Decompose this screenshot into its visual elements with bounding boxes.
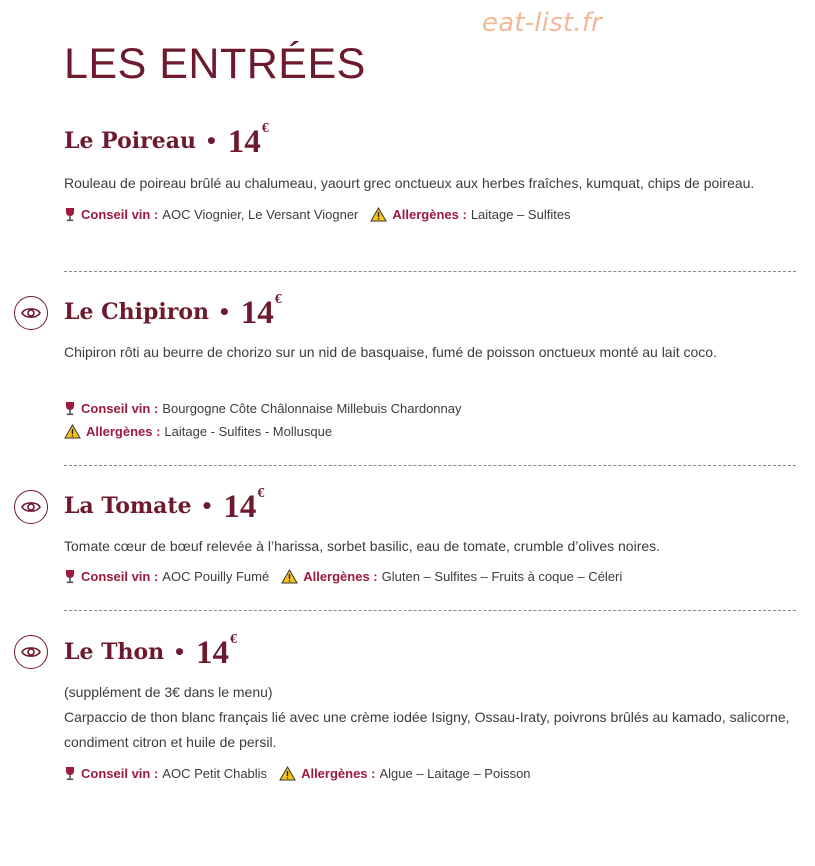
wine-pairing [64,203,358,226]
dish-title [64,120,798,160]
eye-icon [21,645,41,659]
dish-item [64,120,798,226]
wine-value: Bourgogne Côte Châlonnaise Millebuis Chardonnay [162,401,462,416]
wine-glass-icon [64,766,76,781]
dish-note: (supplément de 3€ dans le menu) [64,684,273,700]
warning-icon [64,424,81,439]
dish-price: 14 [227,124,261,160]
dish-meta [64,762,798,785]
dish-name: Le Poireau [64,128,196,154]
currency-symbol: € [257,486,265,501]
divider [64,465,796,466]
allergen-info [279,762,530,785]
eye-icon [21,500,41,514]
wine-value: AOC Pouilly Fumé [162,569,270,584]
allergen-value: Gluten – Sulfites – Fruits à coque – Céleri [381,569,623,584]
allergen-label: Allergènes : [301,766,376,781]
dish-title [64,485,798,525]
wine-pairing [64,762,267,785]
separator-dot: • [200,494,214,518]
currency-symbol: € [261,121,269,136]
page-title: LES ENTRÉES [64,40,366,88]
view-button[interactable] [14,635,48,669]
dish-name: Le Chipiron [64,299,209,325]
separator-dot: • [173,640,186,664]
dish-title [64,291,798,331]
separator-dot: • [218,300,231,324]
allergen-label: Allergènes : [303,569,378,584]
wine-value: AOC Petit Chablis [162,766,268,781]
dish-description: Chipiron rôti au beurre de chorizo sur un nid de basquaise, fumé de poisson onctueux monté au lait coco. [64,344,717,360]
currency-symbol: € [229,632,237,647]
allergen-info [370,203,570,226]
dish-name: La Tomate [64,493,192,519]
wine-label: Conseil vin : [81,401,159,416]
dish-description: Carpaccio de thon blanc français lié avec une crème iodée Isigny, Ossau-Iraty, poivrons brûlés au kamado, salicorne, condiment citron et huile de persil. [64,709,790,750]
watermark: eat-list.fr [482,8,602,38]
wine-glass-icon [64,401,76,416]
wine-label: Conseil vin : [81,207,159,222]
warning-icon [281,569,298,584]
allergen-info [281,565,622,588]
currency-symbol: € [274,292,282,307]
wine-glass-icon [64,569,76,584]
dish-description: Rouleau de poireau brûlé au chalumeau, yaourt grec onctueux aux herbes fraîches, kumquat, chips de poireau. [64,175,755,191]
allergen-value: Laitage - Sulfites - Mollusque [164,424,333,439]
dish-title [64,631,798,671]
dish-price: 14 [223,489,257,525]
warning-icon [279,766,296,781]
dish-item [64,631,798,785]
divider [64,271,796,272]
dish-price: 14 [240,295,274,331]
dish-name: Le Thon [64,639,165,665]
wine-value: AOC Viognier, Le Versant Viogner [162,207,359,222]
view-button[interactable] [14,296,48,330]
allergen-label: Allergènes : [86,424,161,439]
eye-icon [21,306,41,320]
wine-pairing [64,397,798,420]
separator-dot: • [204,129,218,153]
dish-meta [64,203,798,226]
warning-icon [370,207,387,222]
wine-label: Conseil vin : [81,766,159,781]
view-button[interactable] [14,490,48,524]
allergen-label: Allergènes : [392,207,467,222]
dish-item [64,291,798,443]
allergen-info [64,420,798,443]
allergen-value: Laitage – Sulfites [470,207,571,222]
dish-meta [64,565,798,588]
wine-label: Conseil vin : [81,569,159,584]
divider [64,610,796,611]
wine-glass-icon [64,207,76,222]
dish-description: Tomate cœur de bœuf relevée à l’harissa, sorbet basilic, eau de tomate, crumble d’olives noires. [64,538,661,554]
wine-pairing [64,565,269,588]
allergen-value: Algue – Laitage – Poisson [379,766,531,781]
dish-price: 14 [195,635,229,671]
dish-item [64,485,798,588]
